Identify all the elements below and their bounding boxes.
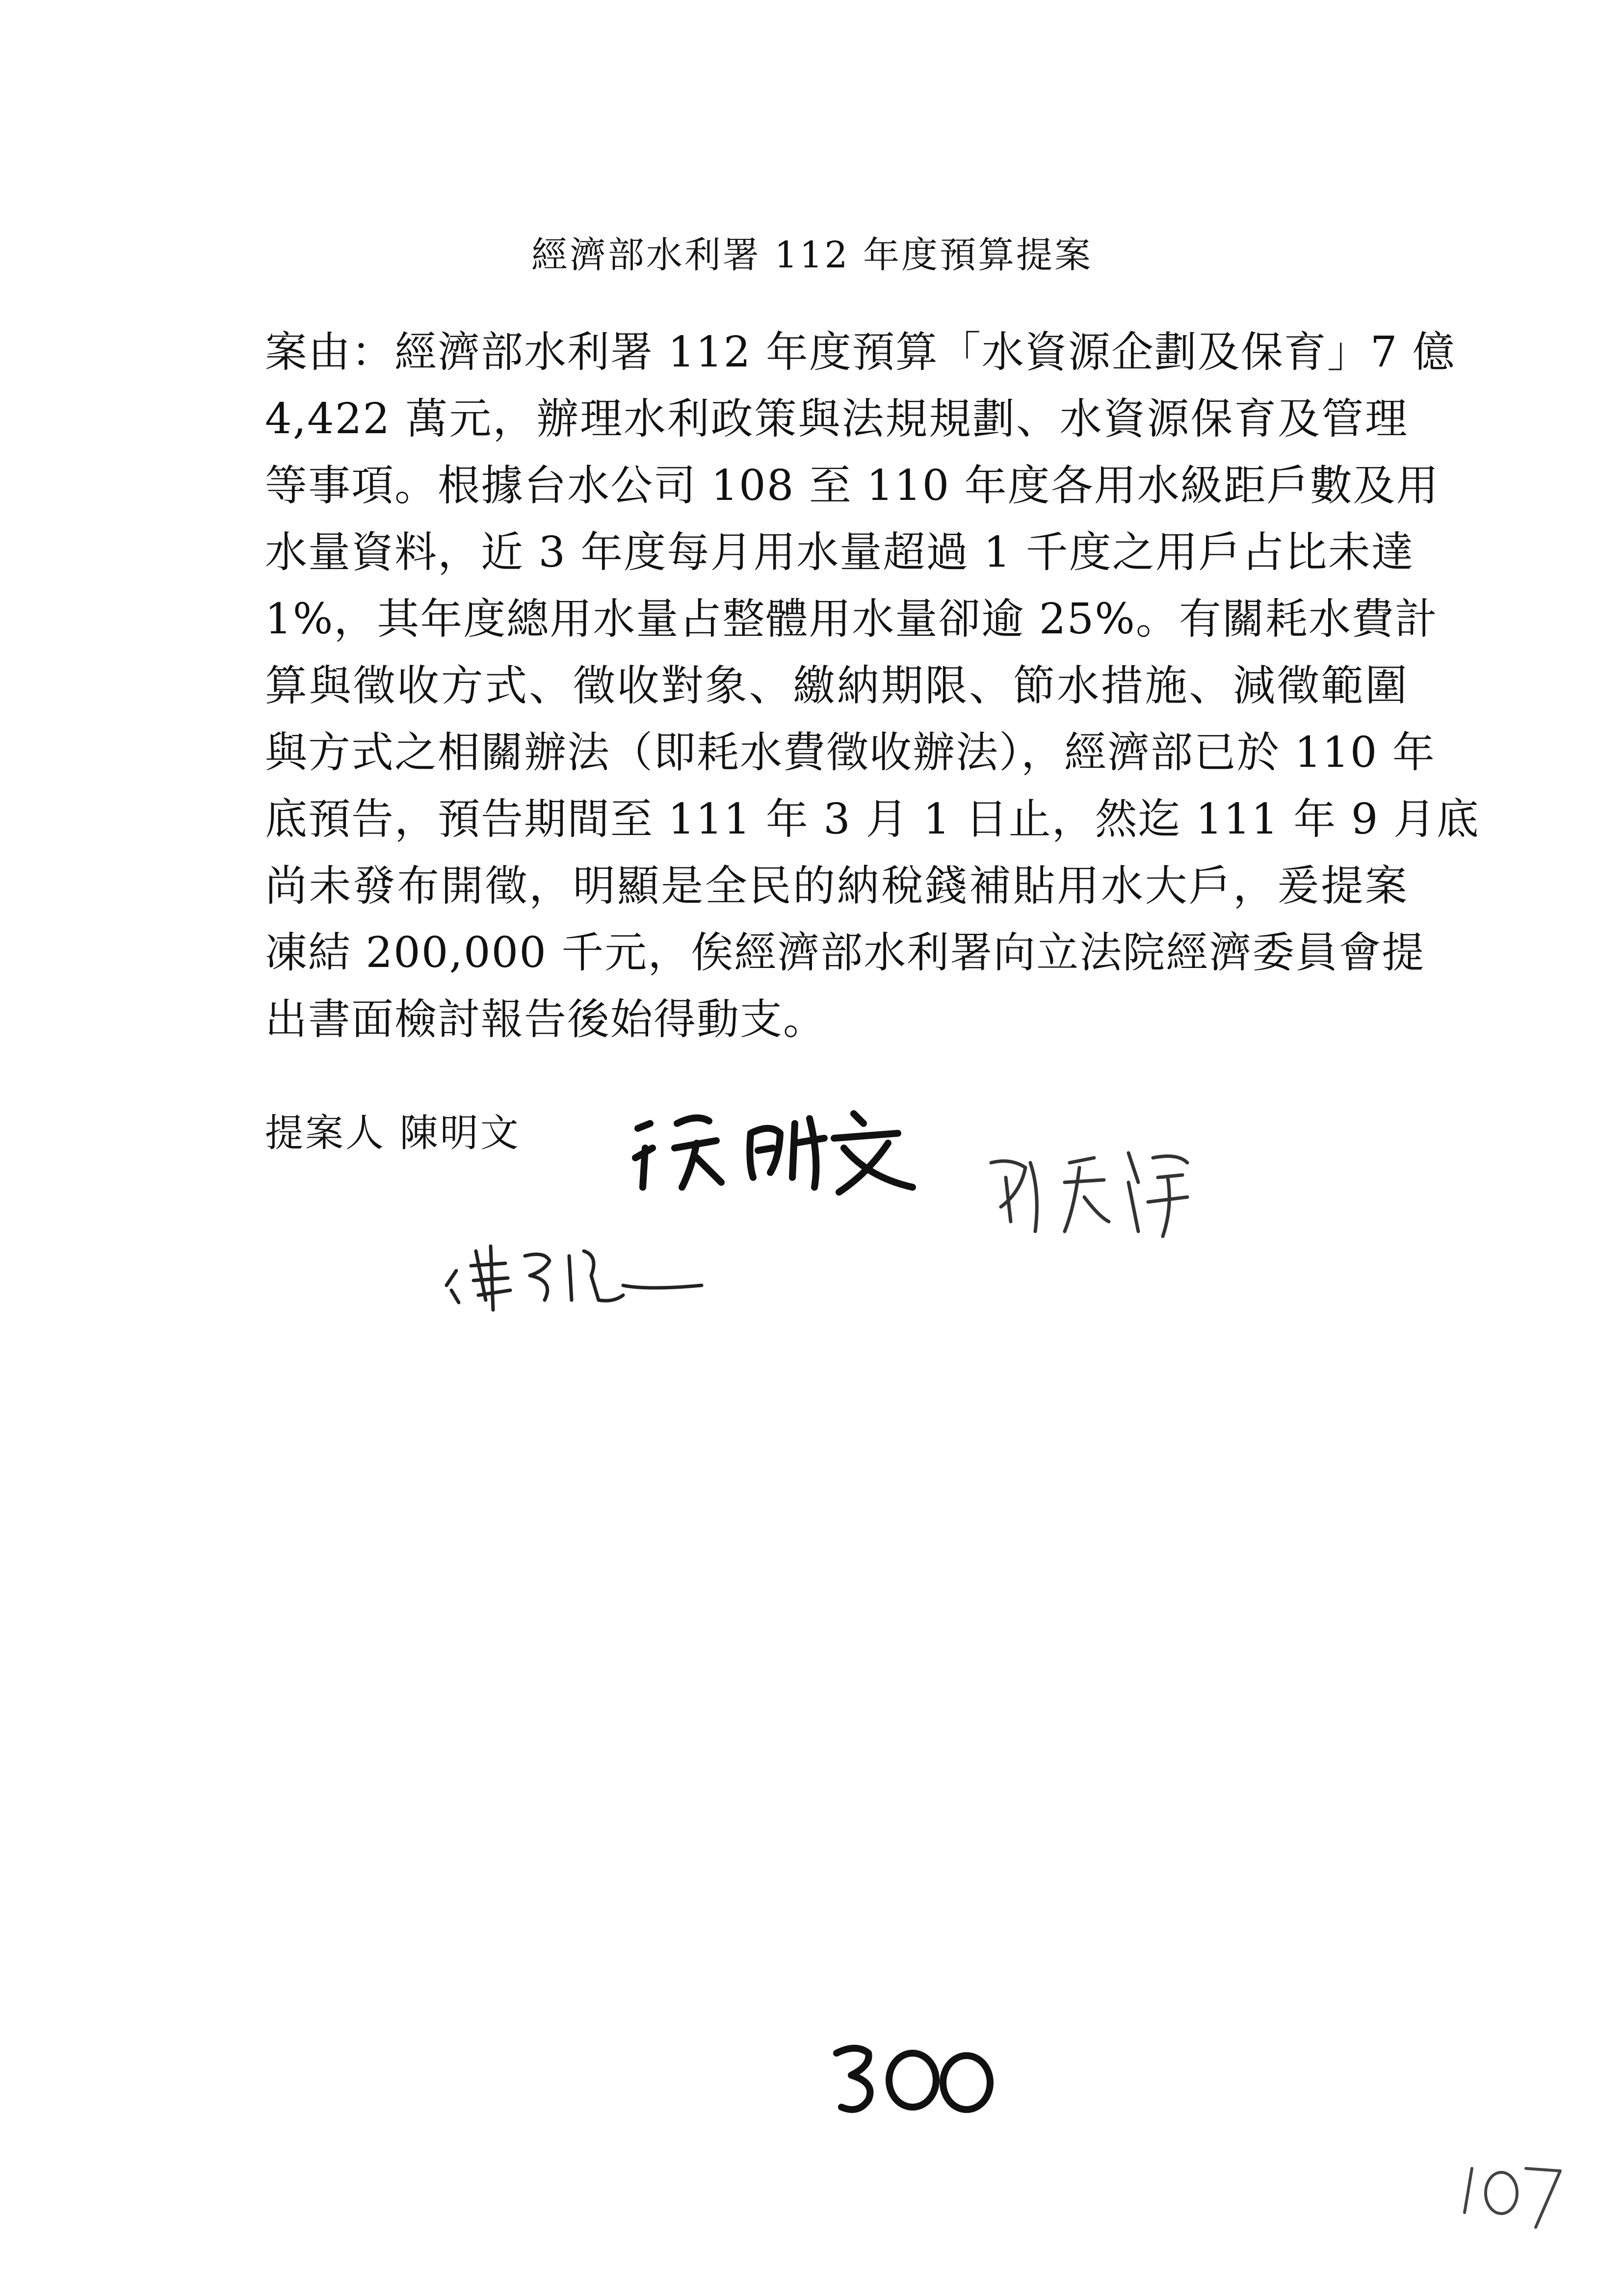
body-line: 底預告，預告期間至 111 年 3 月 1 日止，然迄 111 年 9 月底 [265,795,1480,844]
body-line: 4,422 萬元，辦理水利政策與法規規劃、水資源保育及管理 [265,394,1408,444]
body-line: 凍結 200,000 千元，俟經濟部水利署向立法院經濟委員會提 [265,928,1425,977]
body-line: 出書面檢討報告後始得動支。 [265,995,826,1044]
body-line: 與方式之相關辦法（即耗水費徵收辦法），經濟部已於 110 年 [265,728,1436,777]
handwritten-page-number [829,2036,996,2124]
body-line: 水量資料，近 3 年度每月用水量超過 1 千度之用戶占比未達 [265,528,1414,577]
proposal-body [265,319,1480,1053]
body-line: 算與徵收方式、徵收對象、繳納期限、節水措施、減徵範圍 [265,661,1408,710]
body-line: 1%，其年度總用水量占整體用水量卻逾 25%。有關耗水費計 [265,595,1438,644]
handwritten-signature-1 [623,1094,947,1202]
body-line: 等事項。根據台水公司 108 至 110 年度各用水級距戶數及用 [265,461,1440,510]
document-title: 經濟部水利署 112 年度預算提案 [531,234,1093,276]
body-line: 案由：經濟部水利署 112 年度預算「水資源企劃及保育」7 億 [265,328,1456,377]
handwritten-signature-3 [437,1217,711,1315]
handwritten-sheet-number [1452,2154,1570,2232]
proposer-label: 提案人 陳明文 [265,1111,521,1155]
body-line: 尚未發布開徵，明顯是全民的納稅錢補貼用水大戶，爰提案 [265,861,1408,911]
handwritten-signature-2 [981,1133,1236,1251]
